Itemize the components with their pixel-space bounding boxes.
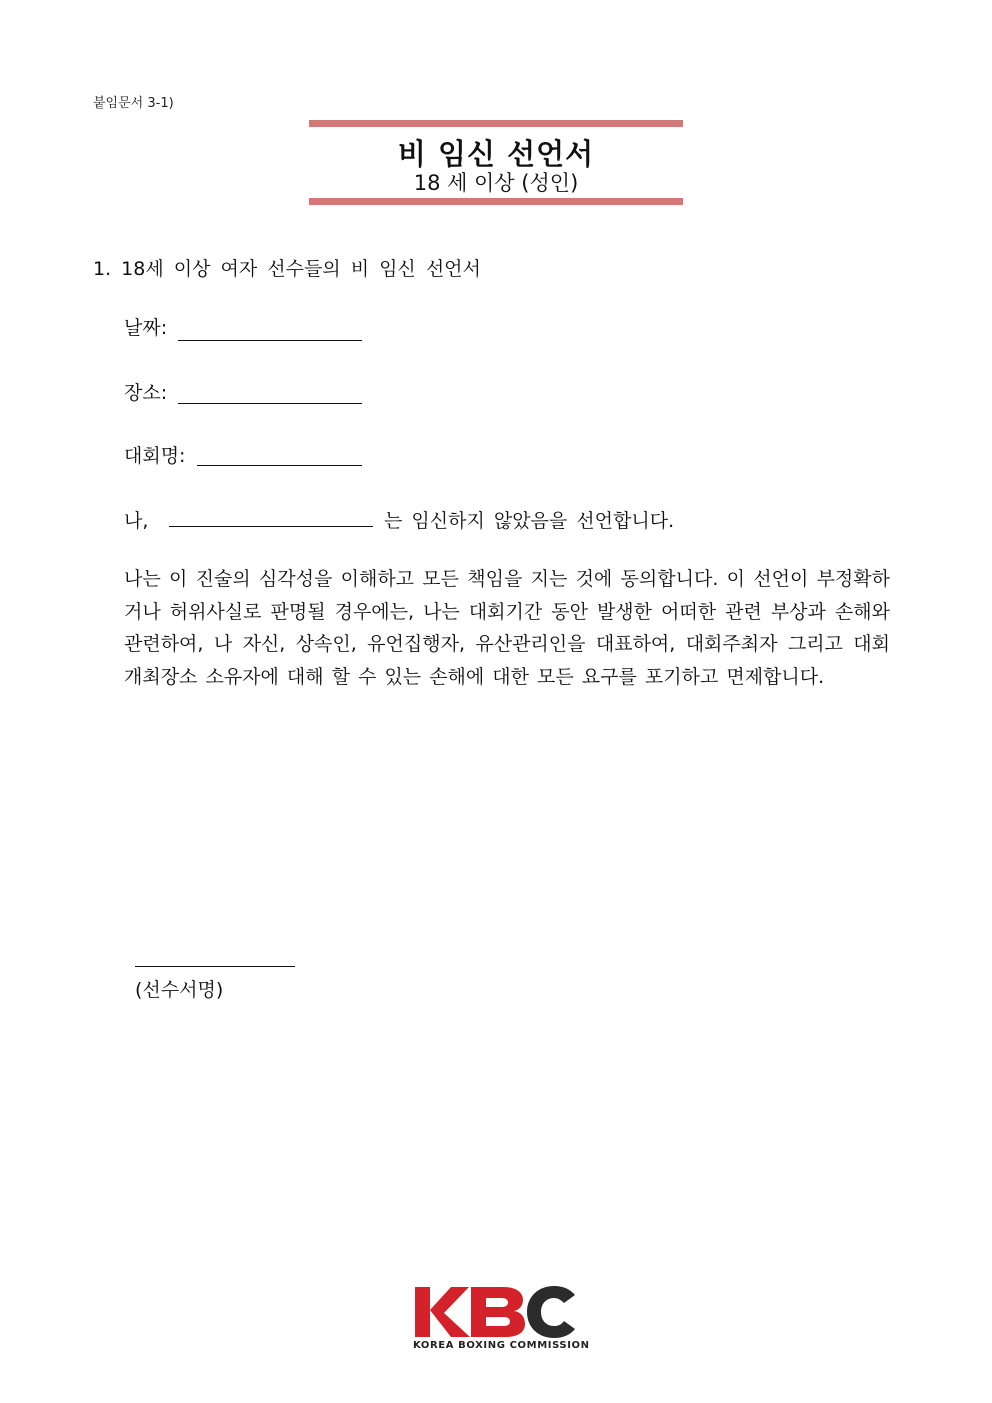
- date-label: 날짜:: [124, 317, 168, 339]
- kbc-logo-mark: [413, 1283, 578, 1339]
- date-blank-line[interactable]: [178, 340, 362, 341]
- document-subtitle: 18 세 이상 (성인): [413, 171, 579, 195]
- signature-line[interactable]: [135, 966, 295, 967]
- event-blank-line[interactable]: [197, 465, 362, 466]
- section-heading: 1. 18세 이상 여자 선수들의 비 임신 선언서: [93, 258, 481, 280]
- event-field: [124, 441, 364, 471]
- date-field: [124, 313, 364, 343]
- title-bottom-rule: [309, 198, 683, 205]
- declaration-suffix: 는 임신하지 않았음을 선언합니다.: [384, 510, 675, 532]
- declaration-prefix: 나,: [124, 510, 149, 532]
- signature-label: (선수서명): [135, 979, 224, 1001]
- logo-caption: KOREA BOXING COMMISSION: [413, 1340, 590, 1351]
- body-paragraph: 나는 이 진술의 심각성을 이해하고 모든 책임을 지는 것에 동의합니다. 이 선언이 부정확하거나 허위사실로 판명될 경우에는, 나는 대회기간 동안 발생한 어떠한 관련 부상과 손해와 관련하여, 나 자신, 상속인, 유언집행자, 유산관리인을 대표하여, 대회주최자 그리고 대회 개최장소 소유자에 대해 할 수 있는 손해에 대한 모든 요구를 포기하고 면제합니다.: [124, 568, 890, 688]
- name-blank-line[interactable]: [169, 526, 373, 527]
- title-block: [309, 120, 683, 206]
- title-top-rule: [309, 120, 683, 127]
- place-label: 장소:: [124, 382, 168, 404]
- kbc-logo: [413, 1283, 590, 1358]
- place-field: [124, 378, 364, 408]
- document-title: 비 임신 선언서: [397, 137, 595, 171]
- event-label: 대회명:: [124, 445, 186, 467]
- place-blank-line[interactable]: [178, 403, 362, 404]
- attachment-reference: 붙임문서 3-1): [93, 96, 174, 111]
